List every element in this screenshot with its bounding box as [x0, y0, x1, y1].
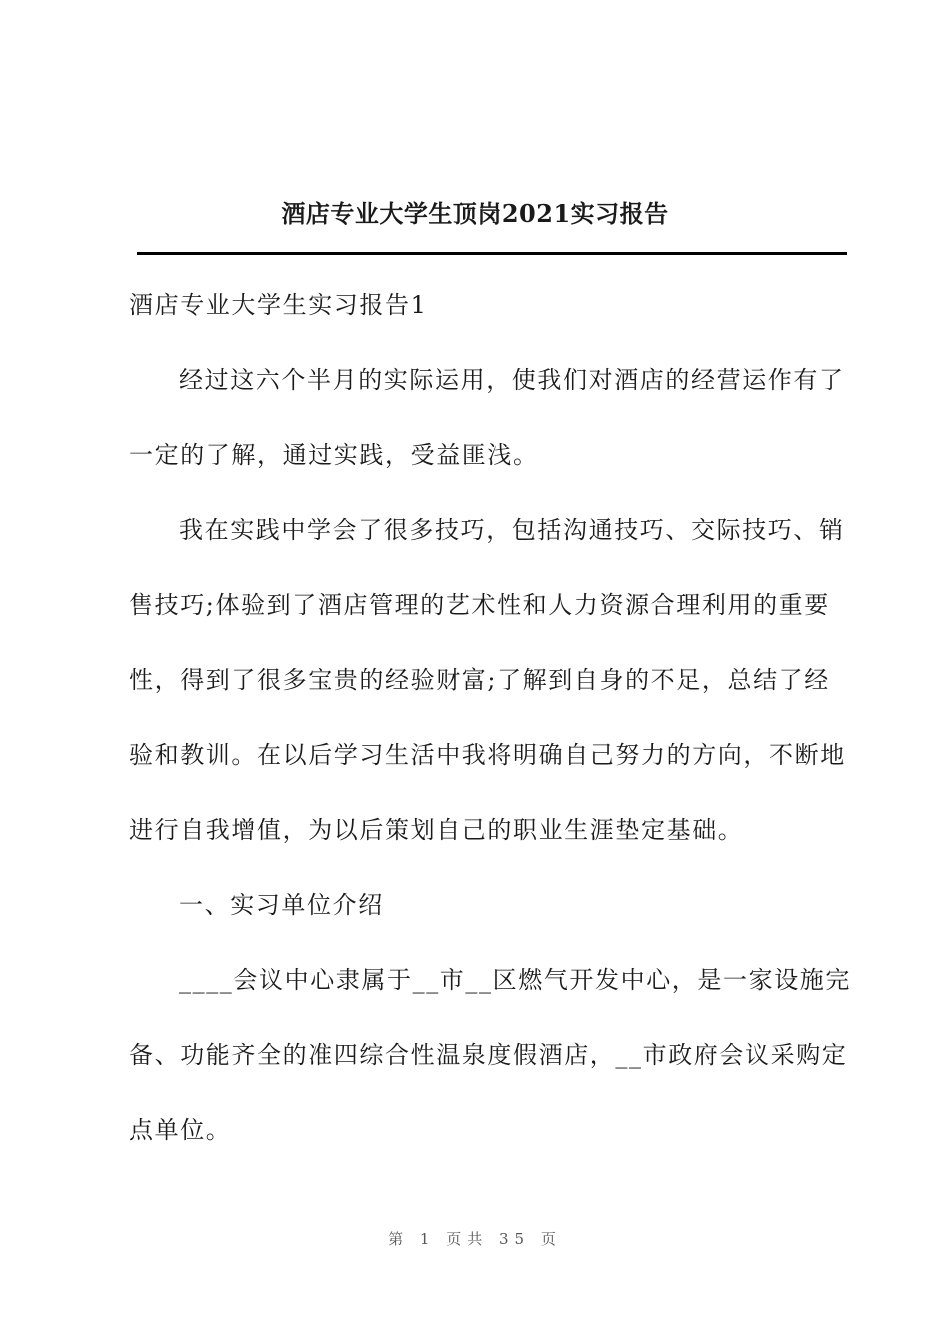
- paragraph-line: 我在实践中学会了很多技巧，包括沟通技巧、交际技巧、销: [179, 516, 845, 544]
- paragraph-line: 验和教训。在以后学习生活中我将明确自己努力的方向，不断地: [129, 741, 846, 769]
- paragraph-line: 一定的了解，通过实践，受益匪浅。: [129, 441, 539, 469]
- section-heading: 酒店专业大学生实习报告1: [129, 291, 428, 319]
- paragraph-line: 备、功能齐全的准四综合性温泉度假酒店，__市政府会议采购定: [129, 1041, 848, 1069]
- paragraph-line: 点单位。: [129, 1116, 232, 1144]
- document-title: 酒店专业大学生顶岗2021实习报告: [281, 199, 669, 228]
- subsection-heading: 一、实习单位介绍: [179, 891, 384, 919]
- paragraph-line: 经过这六个半月的实际运用，使我们对酒店的经营运作有了: [179, 366, 845, 394]
- title-divider: [137, 252, 847, 255]
- paragraph-line: 售技巧;体验到了酒店管理的艺术性和人力资源合理利用的重要: [129, 591, 830, 619]
- paragraph-line: ____会议中心隶属于__市__区燃气开发中心，是一家设施完: [179, 966, 851, 994]
- page-number-footer: 第 1 页共 35 页: [388, 1230, 562, 1248]
- document-body: [129, 268, 851, 1168]
- paragraph-line: 性，得到了很多宝贵的经验财富;了解到自身的不足，总结了经: [129, 666, 830, 694]
- paragraph-line: 进行自我增值，为以后策划自己的职业生涯垫定基础。: [129, 816, 744, 844]
